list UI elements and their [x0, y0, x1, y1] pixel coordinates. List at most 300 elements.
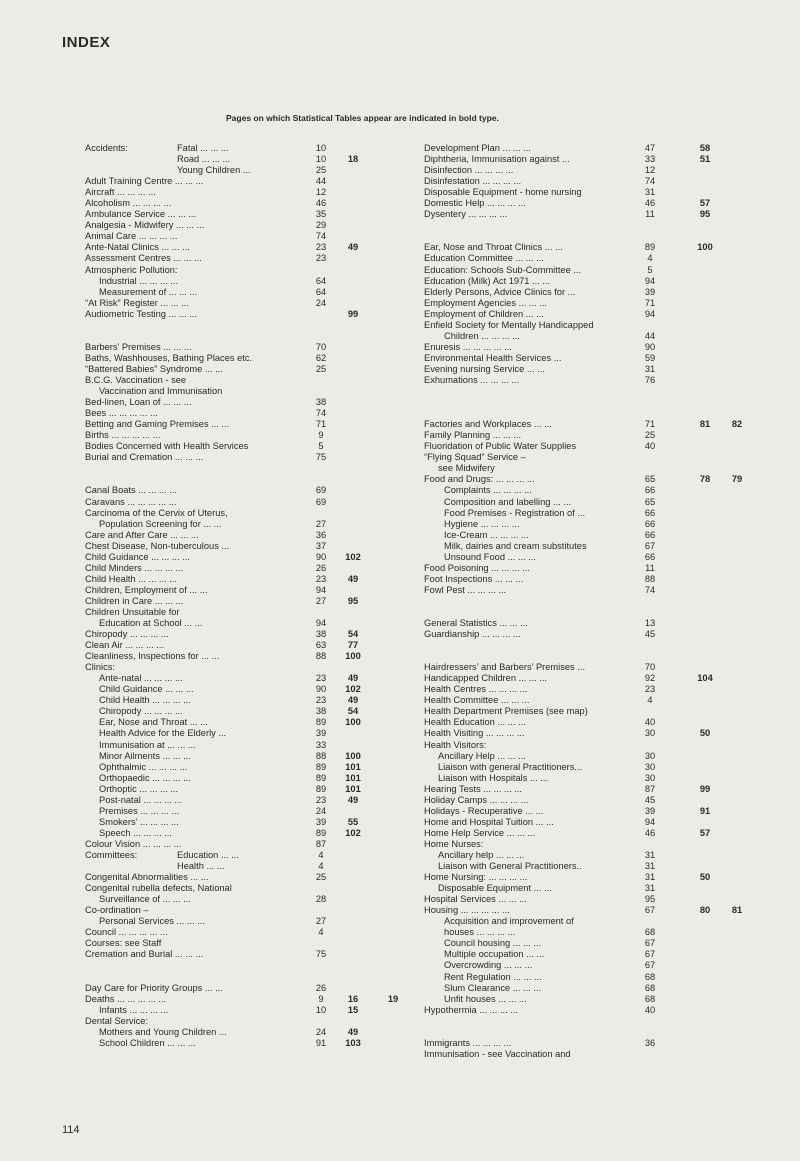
page-ref: 28: [315, 894, 327, 905]
entry-term: Population Screening for ... ...: [99, 518, 222, 529]
page-ref: 46: [644, 827, 656, 838]
table-page-ref: 49: [347, 673, 359, 684]
index-entry: [85, 740, 415, 751]
index-entry: [424, 684, 754, 695]
entry-term: Hypothermia ... ... ... ...: [424, 1004, 519, 1015]
index-entry: [424, 717, 754, 728]
index-entry: [424, 960, 754, 971]
entry-term: Hospital Services ... ... ...: [424, 894, 527, 905]
index-entry: [85, 541, 415, 552]
entry-term: Education Committee ... ... ...: [424, 253, 544, 264]
entry-term: Fluoridation of Public Water Supplies: [424, 441, 577, 452]
entry-term: Committees:: [85, 850, 138, 860]
entry-term: Food Poisoning ... ... ... ...: [424, 562, 530, 573]
index-entry: [85, 287, 415, 298]
index-entry: [424, 861, 754, 872]
spacer-row: [424, 640, 754, 651]
entry-term: Children ... ... ... ...: [444, 330, 520, 341]
index-entry: [85, 640, 415, 651]
index-entry: [85, 651, 415, 662]
index-entry: [424, 994, 754, 1005]
table-page-ref: 55: [347, 816, 359, 827]
index-entry: [424, 839, 754, 850]
page-ref: 44: [315, 176, 327, 187]
index-entry: [85, 143, 415, 154]
entry-term: Slum Clearance ... ... ...: [444, 982, 542, 993]
index-entry: [85, 198, 415, 209]
index-entry: [424, 585, 754, 596]
spacer-row: [424, 386, 754, 397]
spacer-row: [424, 1016, 754, 1027]
page-ref: 46: [644, 198, 656, 209]
entry-term: Enfield Society for Mentally Handicapped: [424, 319, 594, 330]
index-entry: [85, 784, 415, 795]
page-ref: 92: [644, 673, 656, 684]
table-page-ref: 79: [731, 474, 743, 485]
page-ref: 12: [644, 165, 656, 176]
entry-term: Council ... ... ... ... ...: [85, 927, 168, 938]
page-ref: 88: [315, 750, 327, 761]
page-ref: 26: [315, 562, 327, 573]
index-entry: [424, 552, 754, 563]
page-ref: 31: [644, 883, 656, 894]
table-page-ref: 101: [345, 783, 361, 794]
index-entry: [85, 530, 415, 541]
page-ref: 94: [644, 816, 656, 827]
entry-term: Disinfection ... ... ... ...: [424, 165, 514, 176]
page-ref: 89: [315, 717, 327, 728]
index-entry: [424, 916, 754, 927]
table-page-ref: 77: [347, 640, 359, 651]
entry-term: Births ... ... ... ... ...: [85, 430, 161, 441]
entry-term: Fowl Pest ... ... ... ...: [424, 584, 507, 595]
page-ref: 69: [315, 485, 327, 496]
entry-term: Ancillary Help ... ... ...: [438, 750, 526, 761]
spacer-row: [85, 463, 415, 474]
entry-term: Disposable Equipment ... ...: [438, 883, 552, 894]
index-entry: [424, 198, 754, 209]
index-entry: [85, 497, 415, 508]
index-entry: [85, 298, 415, 309]
page-ref: 12: [315, 187, 327, 198]
entry-term: Domestic Help ... ... ... ...: [424, 198, 526, 209]
page-ref: 66: [644, 507, 656, 518]
index-entry: [424, 927, 754, 938]
entry-term: Multiple occupation ... ...: [444, 949, 545, 960]
index-entry: [424, 441, 754, 452]
page-ref: 70: [315, 341, 327, 352]
entry-term: Atmospheric Pollution:: [85, 264, 178, 275]
entry-term: Child Health ... ... ... ...: [99, 695, 191, 706]
index-entry: [85, 231, 415, 242]
table-page-ref: 49: [347, 1026, 359, 1037]
entry-term: Speech ... ... ... ...: [99, 827, 172, 838]
table-page-ref: 15: [347, 1004, 359, 1015]
page-ref: 67: [644, 949, 656, 960]
entry-term: Animal Care ... ... ... ...: [85, 231, 178, 242]
page-ref: 66: [644, 518, 656, 529]
index-entry: [85, 364, 415, 375]
entry-term: Rent Regulation ... ... ...: [444, 971, 542, 982]
index-entry: [85, 905, 415, 916]
index-entry: [424, 508, 754, 519]
index-entry: [85, 563, 415, 574]
index-entry: [424, 519, 754, 530]
page-ref: 65: [644, 496, 656, 507]
entry-term: Caravans ... ... ... ... ...: [85, 496, 177, 507]
entry-term: Barbers’ Premises ... ... ...: [85, 341, 192, 352]
entry-term: Immigrants ... ... ... ...: [424, 1037, 512, 1048]
table-page-ref: 50: [699, 728, 711, 739]
index-entry: [85, 187, 415, 198]
index-entry: [424, 485, 754, 496]
entry-term: Betting and Gaming Premises ... ...: [85, 419, 230, 430]
page-ref: 68: [644, 993, 656, 1004]
page-ref: 40: [644, 717, 656, 728]
entry-term: “Battered Babies” Syndrome ... ...: [85, 363, 223, 374]
entry-term: Hygiene ... ... ... ...: [444, 518, 520, 529]
entry-term: Accidents:: [85, 143, 128, 153]
index-entry: [424, 762, 754, 773]
page-ref: 90: [315, 684, 327, 695]
page-ref: 4: [318, 927, 324, 938]
index-entry: [424, 795, 754, 806]
entry-term: Hairdressers’ and Barbers’ Premises ...: [424, 662, 586, 673]
page-ref: 31: [644, 187, 656, 198]
index-entry: [85, 419, 415, 430]
index-entry: [85, 949, 415, 960]
index-entry: [424, 187, 754, 198]
entry-term: General Statistics ... ... ...: [424, 618, 528, 629]
page-ref: 71: [644, 419, 656, 430]
spacer-row: [424, 607, 754, 618]
index-heading: INDEX: [62, 34, 111, 51]
page-ref: 35: [315, 209, 327, 220]
index-entry: [85, 1038, 415, 1049]
index-entry: [85, 927, 415, 938]
spacer-row: [85, 960, 415, 971]
entry-term: Employment Agencies ... ... ...: [424, 297, 547, 308]
entry-term: Chest Disease, Non-tuberculous ...: [85, 540, 230, 551]
entry-term: Co-ordination –: [85, 905, 149, 916]
page-ref: 5: [318, 441, 324, 452]
index-entry: [424, 629, 754, 640]
index-entry: [85, 386, 415, 397]
entry-term: Burial and Cremation ... ... ...: [85, 452, 204, 463]
page-ref: 26: [315, 982, 327, 993]
page-ref: 37: [315, 540, 327, 551]
index-entry: [85, 728, 415, 739]
table-page-ref: 58: [699, 143, 711, 153]
entry-term: Factories and Workplaces ... ...: [424, 419, 552, 430]
entry-term: Food Premises - Registration of ...: [444, 507, 586, 518]
entry-term: Carcinoma of the Cervix of Uterus,: [85, 507, 228, 518]
index-entry: [424, 430, 754, 441]
index-entry: [85, 353, 415, 364]
page-ref: 23: [315, 695, 327, 706]
entry-term: Chiropody ... ... ... ...: [85, 629, 169, 640]
entry-term: Environmental Health Services ...: [424, 352, 562, 363]
entry-term: School Children ... ... ...: [99, 1037, 196, 1048]
spacer-row: [424, 1027, 754, 1038]
entry-term: Infants ... ... ... ...: [99, 1004, 169, 1015]
index-entry: [424, 673, 754, 684]
table-page-ref: 81: [699, 419, 711, 430]
page-ref: 44: [644, 330, 656, 341]
page-ref: 45: [644, 794, 656, 805]
index-entry: [85, 253, 415, 264]
entry-term: Unfit houses ... ... ...: [444, 993, 527, 1004]
page-ref: 63: [315, 640, 327, 651]
index-entry: [424, 452, 754, 463]
entry-term: Liaison with general Practitioners...: [438, 761, 583, 772]
page-ref: 4: [647, 695, 653, 706]
index-entry: [424, 1038, 754, 1049]
entry-term: Ear, Nose and Throat Clinics ... ...: [424, 242, 563, 253]
entry-term: Complaints ... ... ... ...: [444, 485, 532, 496]
index-entry: [85, 629, 415, 640]
table-page-ref: 82: [731, 419, 743, 430]
index-entry: [85, 684, 415, 695]
entry-term: Minor Ailments ... ... ...: [99, 750, 191, 761]
entry-term: Education (Milk) Act 1971 ... ...: [424, 275, 551, 286]
page-ref: 66: [644, 485, 656, 496]
entry-term: Ante-Natal Clinics ... ... ...: [85, 242, 190, 253]
spacer-row: [85, 331, 415, 342]
page-ref: 68: [644, 971, 656, 982]
page-ref: 25: [315, 165, 327, 176]
entry-term: Dental Service:: [85, 1015, 149, 1026]
page-ref: 38: [315, 397, 327, 408]
index-entry: [424, 276, 754, 287]
entry-term: Holidays - Recuperative ... ...: [424, 805, 544, 816]
table-page-ref: 57: [699, 198, 711, 209]
index-entry: [85, 850, 415, 861]
index-entry: [424, 751, 754, 762]
page-ref: 89: [315, 761, 327, 772]
table-page-ref: 81: [731, 905, 743, 916]
index-entry: [85, 154, 415, 165]
entry-term: Child Minders ... ... ... ...: [85, 562, 184, 573]
index-entry: [85, 220, 415, 231]
spacer-row: [85, 320, 415, 331]
page-ref: 66: [644, 551, 656, 562]
index-entry: [85, 717, 415, 728]
table-page-ref: 100: [345, 750, 361, 761]
index-entry: [85, 441, 415, 452]
page-ref: 24: [315, 1026, 327, 1037]
page-ref: 23: [315, 794, 327, 805]
table-page-ref: 102: [345, 827, 361, 838]
index-entry: [424, 342, 754, 353]
page-ref: 30: [644, 728, 656, 739]
entry-term: Food and Drugs: ... ... ... ...: [424, 474, 535, 485]
page-ref: 74: [315, 231, 327, 242]
entry-term: Handicapped Children ... ... ...: [424, 673, 547, 684]
entry-term: Liaison with Hospitals ... ...: [438, 772, 549, 783]
table-page-ref: 101: [345, 772, 361, 783]
table-page-ref: 49: [347, 794, 359, 805]
page-ref: 27: [315, 595, 327, 606]
table-page-ref: 103: [345, 1037, 361, 1048]
index-entry: [85, 574, 415, 585]
index-entry: [85, 397, 415, 408]
page-ref: 31: [644, 872, 656, 883]
entry-term: Acquisition and improvement of: [444, 916, 574, 927]
index-entry: [85, 983, 415, 994]
spacer-row: [424, 651, 754, 662]
index-entry: [424, 154, 754, 165]
entry-term: Surveillance of ... ... ...: [99, 894, 191, 905]
page-ref: 66: [644, 529, 656, 540]
page-number: 114: [62, 1124, 80, 1136]
index-entry: [85, 508, 415, 519]
index-entry: [85, 1016, 415, 1027]
entry-term: Ophthalmic ... ... ... ...: [99, 761, 188, 772]
entry-term: Family Planning ... ... ...: [424, 430, 522, 441]
index-entry: [85, 607, 415, 618]
index-entry: [424, 320, 754, 331]
page-ref: 67: [644, 905, 656, 916]
index-entry: [424, 298, 754, 309]
page-ref: 91: [315, 1037, 327, 1048]
table-page-ref: 49: [347, 573, 359, 584]
table-page-ref: 80: [699, 905, 711, 916]
page-ref: 87: [644, 783, 656, 794]
index-entry: [85, 452, 415, 463]
table-page-ref: 95: [699, 209, 711, 220]
index-entry: [424, 1049, 754, 1060]
page-ref: 39: [644, 805, 656, 816]
index-entry: [424, 353, 754, 364]
entry-term: Personal Services ... ... ...: [99, 916, 205, 927]
table-page-ref: 99: [347, 308, 359, 319]
page-ref: 38: [315, 706, 327, 717]
entry-term: Clean Air ... ... ... ...: [85, 640, 165, 651]
entry-term: Courses: see Staff: [85, 938, 162, 949]
page-ref: 23: [315, 573, 327, 584]
entry-term: Ante-natal ... ... ... ...: [99, 673, 183, 684]
entry-term: Children Unsuitable for: [85, 606, 180, 617]
entry-term: Immunisation at ... ... ...: [99, 739, 196, 750]
page-ref: 90: [315, 551, 327, 562]
index-entry: [424, 331, 754, 342]
entry-term: Health Committee ... ... ...: [424, 695, 530, 706]
entry-term: Hearing Tests ... ... ... ...: [424, 783, 522, 794]
entry-term: houses ... ... ... ...: [444, 927, 516, 938]
entry-term: Employment of Children ... ...: [424, 308, 544, 319]
entry-term: Cleanliness, Inspections for ... ...: [85, 651, 220, 662]
entry-subterm: Road ... ... ...: [177, 154, 231, 165]
table-page-ref: 102: [345, 684, 361, 695]
entry-term: Child Guidance ... ... ...: [99, 684, 194, 695]
page-ref: 67: [644, 960, 656, 971]
entry-subterm: Health ... ...: [177, 861, 225, 872]
entry-term: Ambulance Service ... ... ...: [85, 209, 197, 220]
index-entry: [424, 287, 754, 298]
index-entry: [85, 176, 415, 187]
index-entry: [85, 265, 415, 276]
page-ref: 62: [315, 352, 327, 363]
page-ref: 9: [318, 993, 324, 1004]
page-ref: 70: [644, 662, 656, 673]
page-ref: 30: [644, 750, 656, 761]
index-entry: [424, 574, 754, 585]
index-entry: [85, 1027, 415, 1038]
page-ref: 89: [315, 772, 327, 783]
entry-term: Health Centres ... ... ... ...: [424, 684, 528, 695]
page-ref: 89: [315, 827, 327, 838]
entry-subterm: Young Children ...: [177, 165, 251, 176]
entry-term: Deaths ... ... ... ... ...: [85, 993, 167, 1004]
entry-term: “Flying Squad” Service –: [424, 452, 526, 463]
page-ref: 27: [315, 916, 327, 927]
index-entry: [85, 519, 415, 530]
index-left-column: [85, 143, 415, 1049]
entry-term: Diphtheria, Immunisation against ...: [424, 154, 570, 165]
index-entry: [424, 905, 754, 916]
page-ref: 24: [315, 805, 327, 816]
page-ref: 68: [644, 927, 656, 938]
entry-term: Child Guidance ... ... ... ...: [85, 551, 190, 562]
index-entry: [85, 618, 415, 629]
index-entry: [424, 706, 754, 717]
page-ref: 46: [315, 198, 327, 209]
table-page-ref: 99: [699, 783, 711, 794]
index-entry: [424, 740, 754, 751]
page-ref: 39: [315, 816, 327, 827]
entry-term: Care and After Care ... ... ...: [85, 529, 199, 540]
table-page-ref: 16: [347, 993, 359, 1004]
page-ref: 67: [644, 938, 656, 949]
table-page-ref: 54: [347, 706, 359, 717]
index-entry: [85, 242, 415, 253]
page-ref: 47: [644, 143, 656, 153]
index-entry: [424, 375, 754, 386]
index-entry: [85, 916, 415, 927]
page-ref: 71: [644, 297, 656, 308]
spacer-row: [85, 474, 415, 485]
index-entry: [85, 751, 415, 762]
entry-term: Audiometric Testing ... ... ...: [85, 308, 197, 319]
page-ref: 39: [315, 728, 327, 739]
page-ref: 90: [644, 341, 656, 352]
spacer-row: [424, 408, 754, 419]
entry-term: see Midwifery: [438, 463, 495, 474]
entry-term: Children, Employment of ... ...: [85, 584, 208, 595]
index-entry: [424, 784, 754, 795]
entry-term: Baths, Washhouses, Bathing Places etc.: [85, 352, 253, 363]
index-entry: [424, 419, 754, 430]
page-ref: 65: [644, 474, 656, 485]
index-entry: [424, 1005, 754, 1016]
index-entry: [424, 817, 754, 828]
entry-term: Foot Inspections ... ... ...: [424, 573, 524, 584]
table-page-ref: 95: [347, 595, 359, 606]
entry-term: Bodies Concerned with Health Services: [85, 441, 249, 452]
index-entry: [85, 994, 415, 1005]
page-ref: 45: [644, 629, 656, 640]
page-ref: 23: [644, 684, 656, 695]
entry-term: Day Care for Priority Groups ... ...: [85, 982, 223, 993]
page-ref: 76: [644, 374, 656, 385]
page-ref: 94: [644, 308, 656, 319]
index-entry: [85, 1005, 415, 1016]
entry-term: Housing ... ... ... ... ...: [424, 905, 510, 916]
index-entry: [424, 530, 754, 541]
page-ref: 74: [644, 584, 656, 595]
page-ref: 25: [644, 430, 656, 441]
